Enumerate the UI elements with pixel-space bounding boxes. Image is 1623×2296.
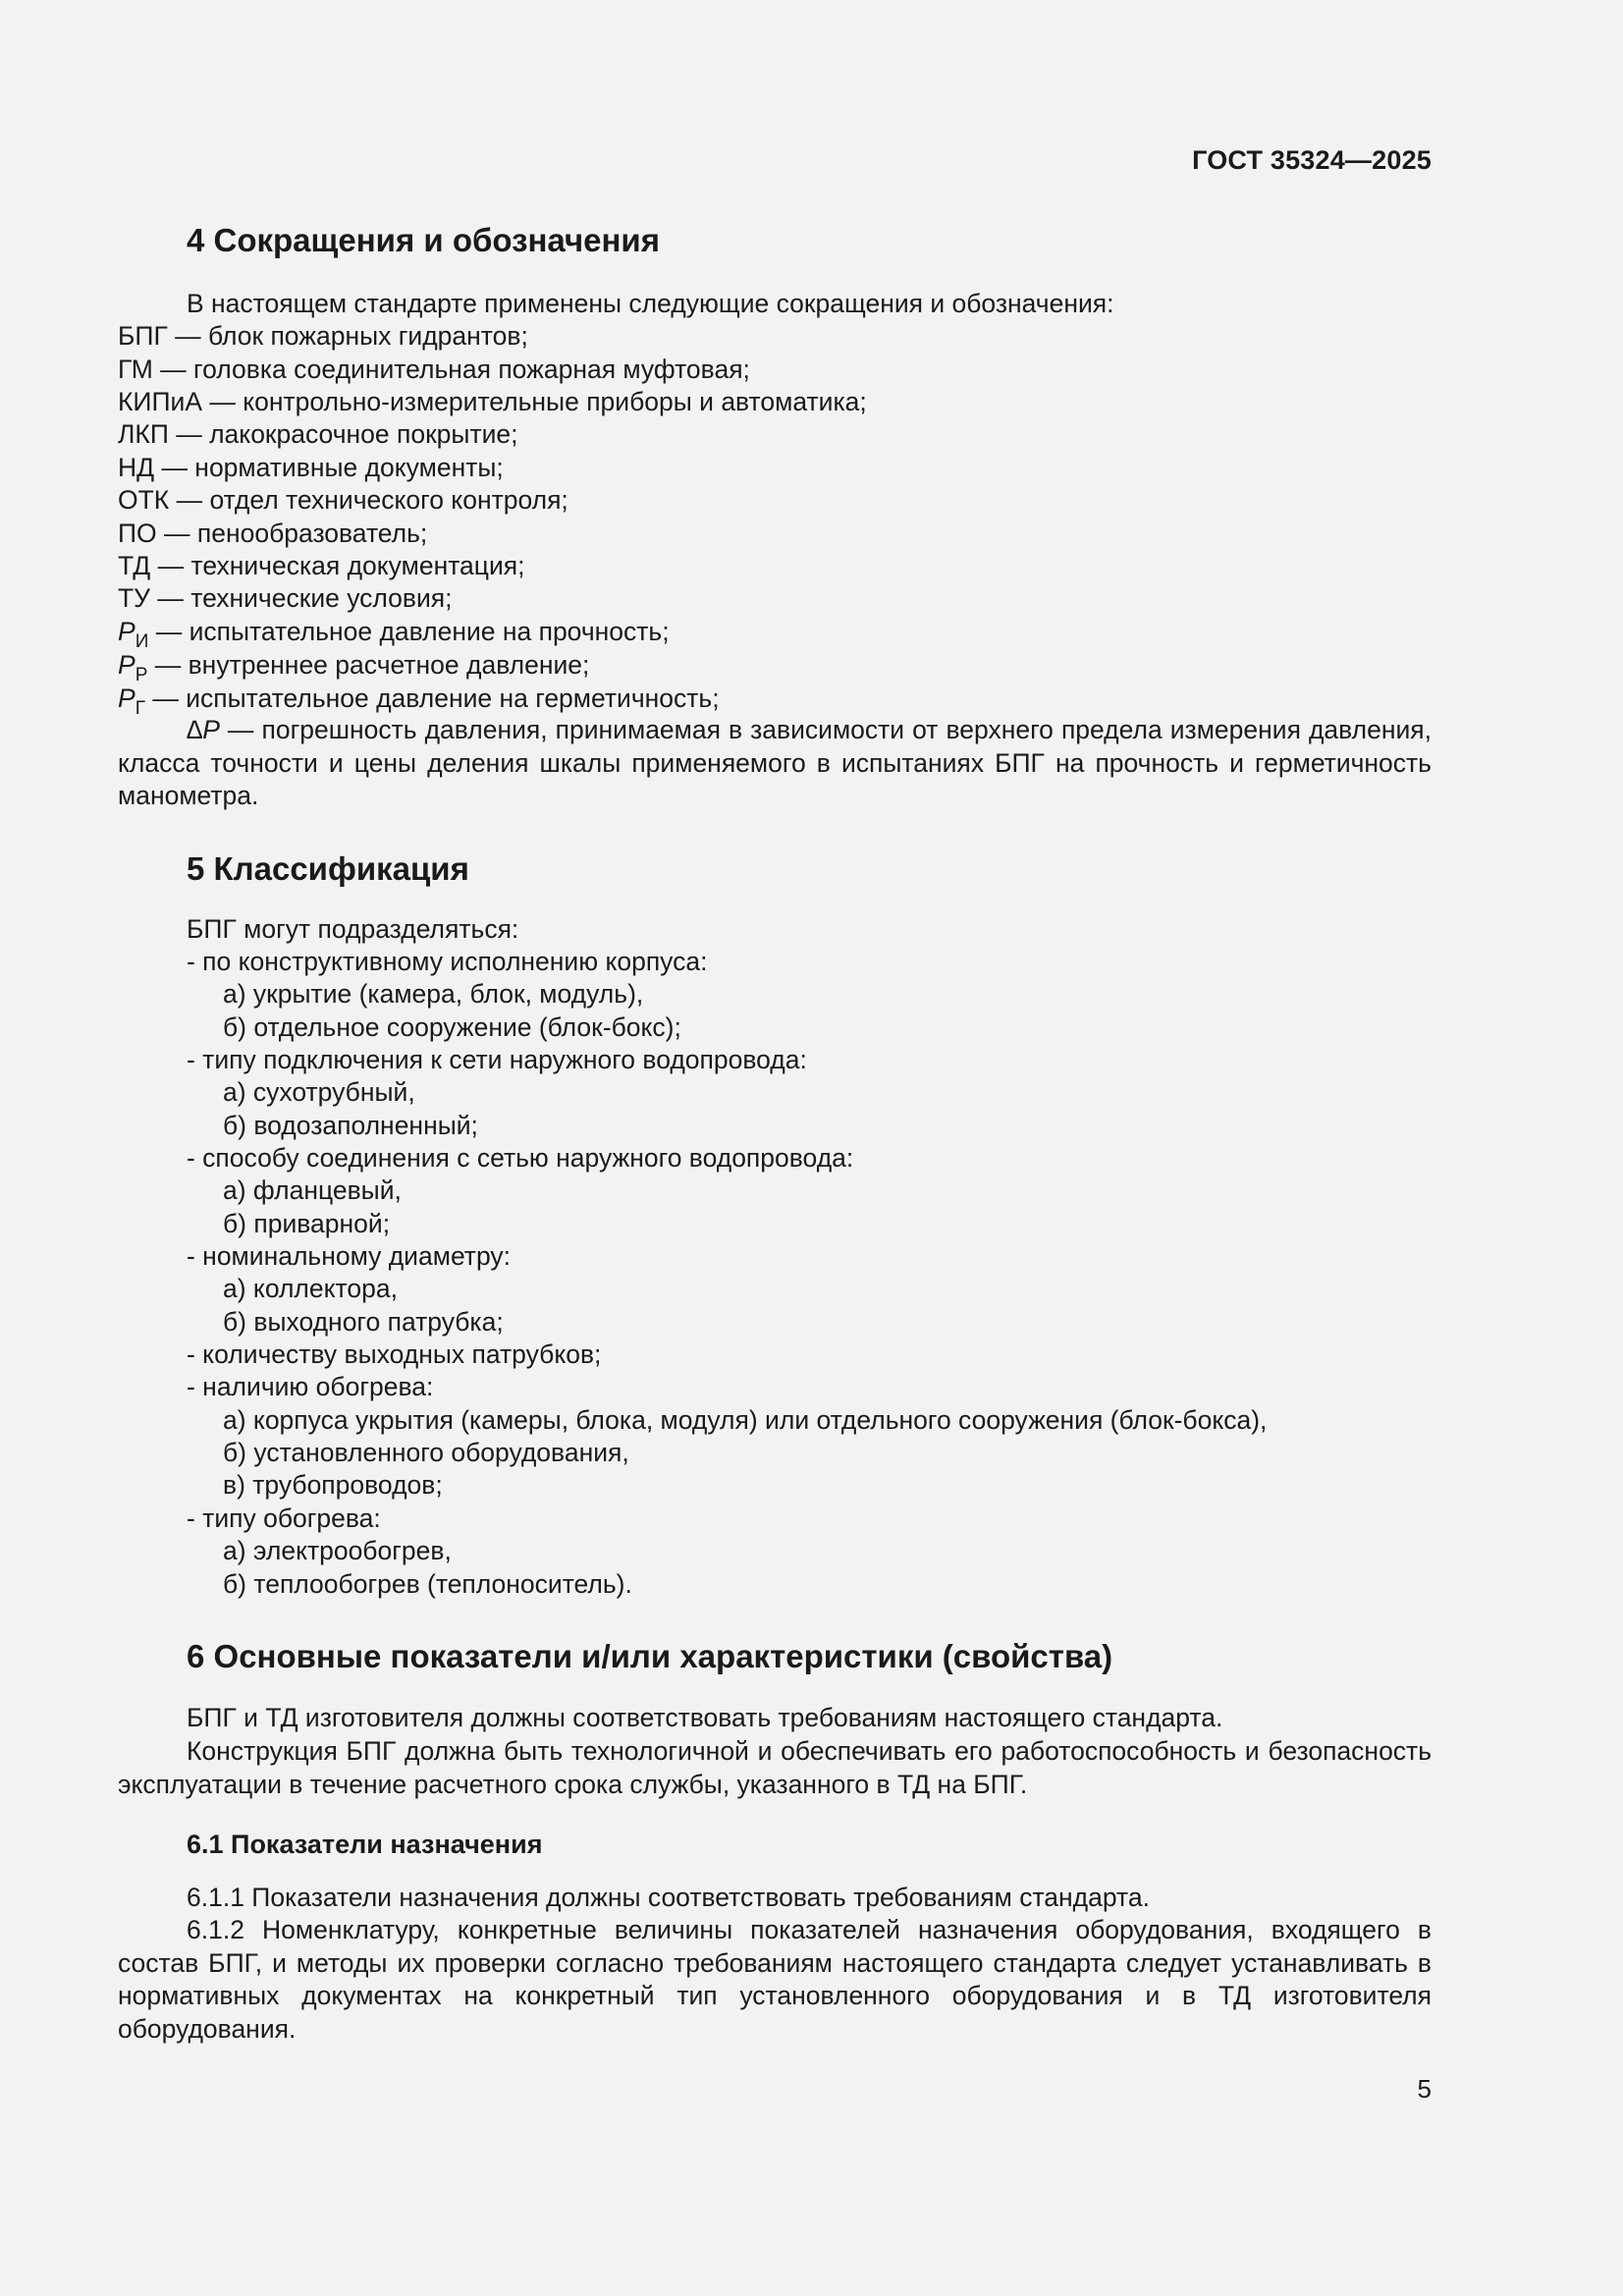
subsection-6-1-title: 6.1 Показатели назначения: [187, 1830, 543, 1859]
clause-6-1-1: 6.1.1 Показатели назначения должны соответствовать требованиям стандарта.: [187, 1883, 1150, 1912]
class-item: б) водозаполненный;: [223, 1111, 478, 1140]
symbol-item: [118, 683, 720, 719]
class-item: а) корпуса укрытия (камеры, блока, модуля) или отдельного сооружения (блок-бокса),: [223, 1405, 1268, 1435]
symbol-text: — испытательное давление на герметичность;: [144, 683, 720, 713]
abbr-item: КИПиА — контрольно-измерительные приборы и автоматика;: [118, 387, 867, 416]
abbr-item: НД — нормативные документы;: [118, 453, 504, 482]
section-6-paragraph: БПГ и ТД изготовителя должны соответствовать требованиям настоящего стандарта.: [187, 1703, 1223, 1732]
class-item: в) трубопроводов;: [223, 1470, 443, 1500]
section-4-title: 4 Сокращения и обозначения: [187, 222, 660, 258]
symbol-item: [118, 616, 670, 652]
delta-symbol: ∆P: [187, 715, 220, 744]
class-group-label: - типу подключения к сети наружного водопровода:: [187, 1045, 807, 1074]
abbr-item: ТД — техническая документация;: [118, 551, 525, 580]
section-6-title: 6 Основные показатели и/или характеристики (свойства): [187, 1638, 1113, 1674]
class-group-label: - типу обогрева:: [187, 1503, 381, 1533]
symbol: P: [118, 650, 135, 680]
symbol-subscript: Г: [135, 698, 145, 719]
page-number: 5: [1417, 2074, 1432, 2104]
section-6-paragraph: Конструкция БПГ должна быть технологичной и обеспечивать его работоспособность и безопасность эксплуатации в течение расчетного срока службы, указанного в ТД на БПГ.: [118, 1736, 1432, 1799]
class-group-label: - способу соединения с сетью наружного водопровода:: [187, 1143, 854, 1173]
abbr-item: ТУ — технические условия;: [118, 583, 453, 613]
symbol-item: [118, 649, 589, 683]
standard-code: ГОСТ 35324—2025: [1192, 145, 1432, 175]
section-5-intro: БПГ могут подразделяться:: [187, 914, 519, 944]
symbol: P: [118, 683, 135, 713]
delta-p-definition: [118, 714, 1432, 813]
symbol-text: — испытательное давление на прочность;: [148, 617, 670, 646]
symbol-subscript: Р: [135, 665, 148, 685]
delta-text: — погрешность давления, принимаемая в зависимости от верхнего предела измерения давления, класса точности и цены деления шкалы применяемого в испытаниях БПГ на прочность и герметичность манометра.: [118, 715, 1432, 810]
symbol-text: — внутреннее расчетное давление;: [147, 650, 590, 680]
class-item: б) приварной;: [223, 1209, 391, 1238]
class-item: а) фланцевый,: [223, 1175, 402, 1205]
class-item: б) отдельное сооружение (блок-бокс);: [223, 1012, 681, 1042]
abbr-item: ГМ — головка соединительная пожарная муфтовая;: [118, 355, 750, 384]
abbr-item: ПО — пенообразователь;: [118, 519, 428, 548]
symbol: P: [118, 617, 135, 646]
class-group-label: - номинальному диаметру:: [187, 1241, 511, 1271]
class-group-label: - количеству выходных патрубков;: [187, 1339, 602, 1369]
abbr-item: ЛКП — лакокрасочное покрытие;: [118, 419, 518, 449]
clause-6-1-2: 6.1.2 Номенклатуру, конкретные величины показателей назначения оборудования, входящего в состав БПГ, и методы их проверки согласно требованиям настоящего стандарта следует устанавливать в нормативных документах на конкретный тип установленного оборудования и в ТД изготовителя оборудования.: [118, 1915, 1432, 2044]
class-group-label: - по конструктивному исполнению корпуса:: [187, 947, 708, 976]
class-item: б) выходного патрубка;: [223, 1307, 504, 1337]
class-item: а) коллектора,: [223, 1274, 398, 1303]
section-5-title: 5 Классификация: [187, 850, 469, 887]
symbol-subscript: И: [135, 631, 149, 652]
section-4-intro: В настоящем стандарте применены следующие сокращения и обозначения:: [187, 289, 1114, 318]
class-item: б) установленного оборудования,: [223, 1438, 629, 1467]
class-item: а) укрытие (камера, блок, модуль),: [223, 979, 644, 1009]
abbr-item: БПГ — блок пожарных гидрантов;: [118, 321, 528, 351]
abbr-item: ОТК — отдел технического контроля;: [118, 485, 568, 515]
class-item: б) теплообогрев (теплоноситель).: [223, 1569, 632, 1599]
class-item: а) электрообогрев,: [223, 1536, 452, 1565]
class-item: а) сухотрубный,: [223, 1077, 415, 1107]
class-group-label: - наличию обогрева:: [187, 1372, 434, 1401]
